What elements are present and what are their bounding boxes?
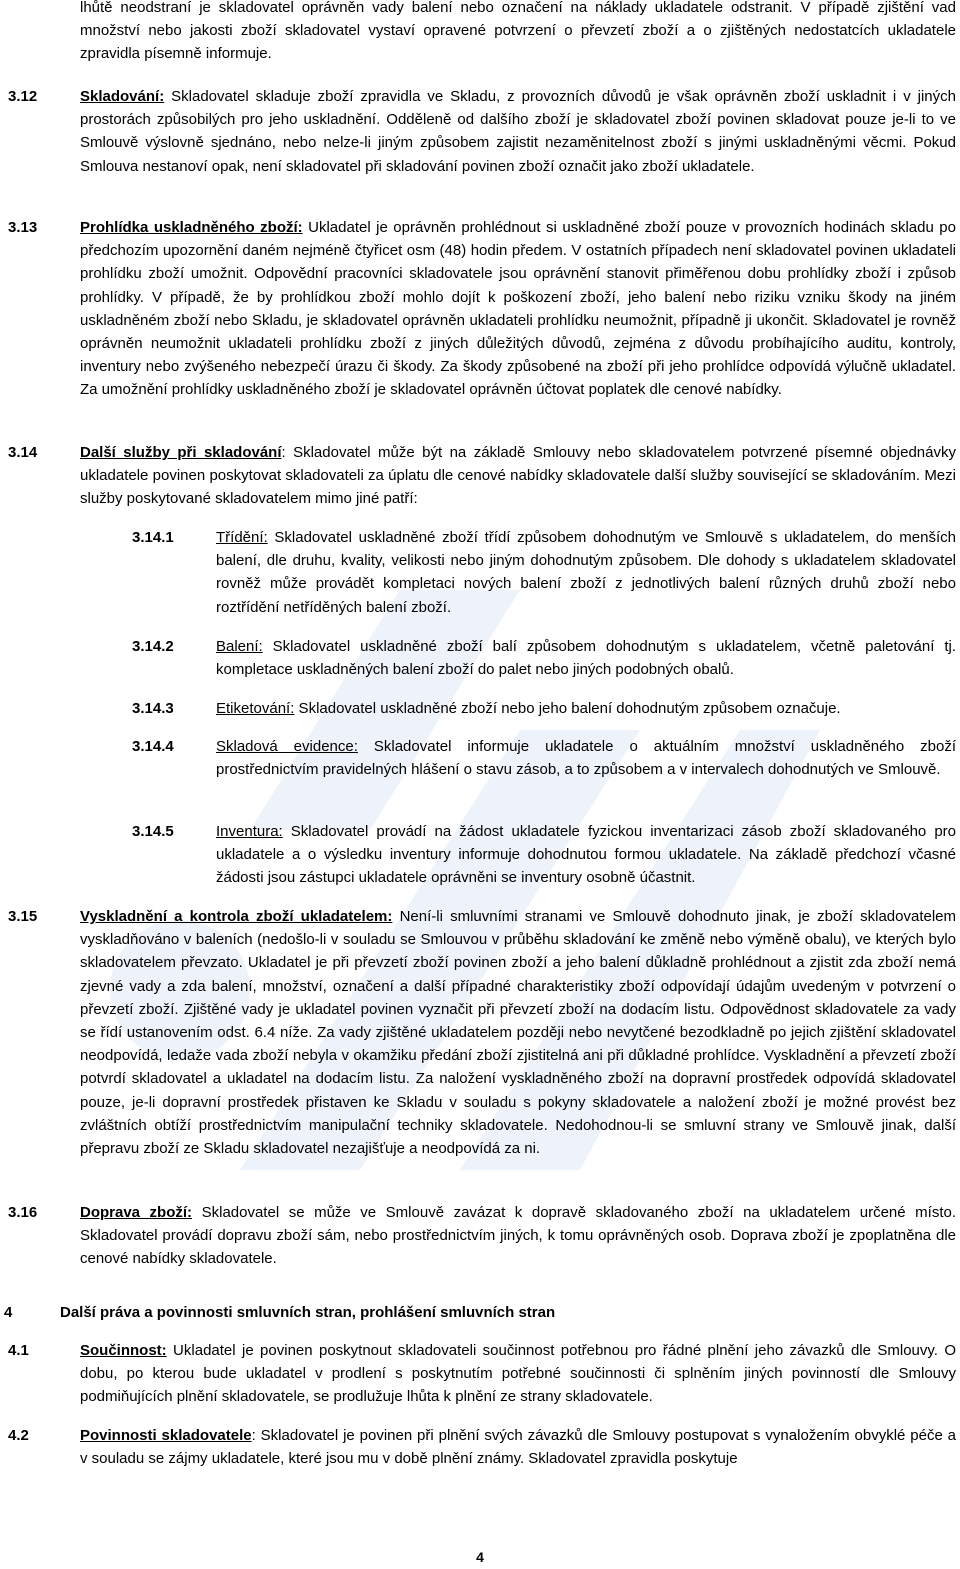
section-number: 3.16	[8, 1204, 38, 1221]
section-4-2	[4, 1424, 956, 1470]
subsection-title: Inventura:	[216, 823, 283, 840]
section-number: 3.12	[8, 88, 38, 105]
subsection-3-14-1	[132, 526, 956, 619]
subsection-title: Balení:	[216, 638, 263, 655]
section-number: 3.15	[8, 908, 38, 925]
section-title: Prohlídka uskladněného zboží:	[80, 219, 303, 236]
subsection-number: 3.14.5	[132, 823, 174, 840]
subsection-number: 3.14.4	[132, 738, 174, 755]
subsection-text: Skladovatel uskladněné zboží balí způsobem dohodnutým s ukladatelem, včetně paletování tj. kompletace uskladněných balení zboží do palet nebo jiných podobných obalů.	[216, 638, 956, 679]
subsection-3-14-2	[132, 635, 956, 681]
section-number: 4.1	[8, 1342, 29, 1359]
section-title: Vyskladnění a kontrola zboží ukladatelem:	[80, 908, 393, 925]
section-title: Doprava zboží:	[80, 1204, 193, 1221]
section-3-13	[4, 216, 956, 402]
subsection-text: Skladovatel informuje ukladatele o aktuálním množství uskladněného zboží prostřednictvím pravidelných hlášení o stavu zásob, a to způsobem a v intervalech dohodnutých ve Smlouvě.	[216, 738, 956, 779]
section-number: 3.13	[8, 219, 38, 236]
intro-paragraph: lhůtě neodstraní je skladovatel oprávněn vady balení nebo označení na náklady ukladatele odstranit. V případě zjištění vad množství nebo jakosti zboží skladovatel vystaví opravené potvrzení o převzetí zboží a o zjištěných nedostatcích ukladatele zpravidla písemně informuje.	[80, 0, 956, 63]
section-title: Součinnost:	[80, 1342, 167, 1359]
subsection-title: Třídění:	[216, 529, 268, 546]
subsection-number: 3.14.2	[132, 638, 174, 655]
section-text: Ukladatel je povinen poskytnout skladovateli součinnost potřebnou pro řádné plnění jeho závazků dle Smlouvy. O dobu, po kterou bude ukladatel v prodlení s poskytnutím potřebné součinnosti či splněním jiných povinností dle Smlouvy podmiňujících plnění skladovatele, se prodlužuje lhůta k plnění ze strany skladovatele.	[80, 1342, 956, 1406]
section-title: Skladování:	[80, 88, 165, 105]
subsection-title: Etiketování:	[216, 700, 295, 717]
section-3-15	[4, 905, 956, 1160]
subsection-text: Skladovatel provádí na žádost ukladatele fyzickou inventarizaci zásob zboží skladovaného pro ukladatele a o výsledku inventury informuje dohodnutou formou ukladatele. Na základě předchozí včasné žádosti jsou zástupci ukladatele oprávněni se inventury osobně účastnit.	[216, 823, 956, 887]
section-text: Skladovatel se může ve Smlouvě zavázat k dopravě skladovaného zboží na ukladatelem určené místo. Skladovatel provádí dopravu zboží sám, nebo prostřednictvím jiných, k tomu oprávněných osob. Doprava zboží je zpoplatněna dle cenové nabídky skladovatele.	[80, 1204, 956, 1268]
section-3-12	[4, 85, 956, 178]
section-3-14	[4, 441, 956, 511]
section-text: : Skladovatel může být na základě Smlouvy nebo skladovatelem potvrzené písemné objednávky ukladatele povinen poskytovat skladovateli za úplatu dle cenové nabídky skladovatele další služby související se skladováním. Mezi služby poskytované skladovatelem mimo jiné patří:	[80, 444, 956, 508]
section-text: Skladovatel skladuje zboží zpravidla ve Skladu, z provozních důvodů je však oprávněn zboží uskladnit i v jiných prostorách způsobilých pro jeho uskladnění. Odděleně od dalšího zboží je skladovatel zboží povinen skladovat pouze je-li to ve Smlouvě výslovně sjednáno, nebo nelze-li jiným způsobem zajistit nezaměnitelnost zboží s jinými uskladněnými věcmi. Pokud Smlouva nestanoví opak, není skladovatel při skladování povinen zboží označit jako zboží ukladatele.	[80, 88, 956, 175]
subsection-3-14-4	[132, 735, 956, 781]
chapter-number: 4	[4, 1304, 13, 1321]
subsection-title: Skladová evidence:	[216, 738, 358, 755]
section-4-1	[4, 1339, 956, 1409]
section-number: 4.2	[8, 1427, 29, 1444]
section-number: 3.14	[8, 444, 38, 461]
section-text: : Skladovatel je povinen při plnění svých závazků dle Smlouvy postupovat s vynaložením obvyklé péče a v souladu se zájmy ukladatele, které jsou mu v době plnění známy. Skladovatel zpravidla poskytuje	[80, 1427, 957, 1468]
section-text: Není-li smluvními stranami ve Smlouvě dohodnuto jinak, je zboží skladovatelem vyskladňováno v baleních (nedošlo-li v souladu se Smlouvou v průběhu skladování ke změně nebo výměně obalu), ve kterých bylo skladovatelem převzato. Ukladatel je při převzetí zboží povinen zboží a jeho balení důkladně prohlédnout a zjistit zda zboží nemá zjevné vady a zda balení, množství, označení a další případné charakteristiky zboží odpovídají údajům uvedeným v potvrzení o převzetí zboží. Zjištěné vady je ukladatel povinen vyznačit při převzetí zboží na dodacím listu. Odpovědnost skladovatele za vady se řídí ustanovením odst. 6.4 níže. Za vady zjištěné ukladatelem později nebo nevytčené bezodkladně po jejich zjištění skladovatel neodpovídá, ledaže vada zboží nebyla v okamžiku předání zboží zjistitelná ani při důkladné prohlídce. Vyskladnění a převzetí zboží potvrdí skladovatel a ukladatel na dodacím listu. Za naložení vyskladněného zboží na dopravní prostředek odpovídá skladovatel pouze, je-li dopravní prostředek přistaven ke Skladu v souladu s pokyny skladovatele a naložení zboží je možné provést bez zvláštních obtíží prostřednictvím manipulační techniky skladovatele. Nedohodnou-li se smluvní strany ve Smlouvě jinak, další přepravu zboží ze Skladu skladovatel nezajišťuje a neodpovídá za ni.	[80, 908, 957, 1158]
page-number: 4	[476, 1549, 484, 1565]
chapter-title: Další práva a povinnosti smluvních stran, prohlášení smluvních stran	[60, 1304, 556, 1321]
section-title: Povinnosti skladovatele	[80, 1427, 252, 1444]
section-text: Ukladatel je oprávněn prohlédnout si uskladněné zboží pouze v provozních hodinách skladu po předchozím upozornění daném nejméně čtyřicet osm (48) hodin předem. V ostatních případech není skladovatel povinen ukladateli prohlídku zboží umožnit. Odpovědní pracovníci skladovatele jsou oprávnění stanovit přiměřenou dobu prohlídky zboží i způsob prohlídky. V případě, že by prohlídkou zboží mohlo dojít k poškození zboží, jeho balení nebo riziku vzniku škody na jiném uskladněném zboží nebo Skladu, je skladovatel oprávněn ukladateli prohlídku neumožnit, případně ji ukončit. Skladovatel je rovněž oprávněn neumožnit ukladateli prohlídku zboží z jiných důležitých důvodů, zejména z důvodu probíhajícího auditu, kontroly, inventury nebo zvýšeného nebezpečí úrazu či škody. Za škody způsobené na zboží při jeho prohlídce odpovídá výlučně ukladatel. Za umožnění prohlídky uskladněného zboží je skladovatel oprávněn účtovat poplatek dle cenové nabídky.	[80, 219, 956, 399]
subsection-number: 3.14.3	[132, 700, 174, 717]
section-3-16	[4, 1201, 956, 1271]
subsection-3-14-3	[132, 697, 956, 720]
subsection-3-14-5	[132, 820, 956, 890]
section-title: Další služby při skladování	[80, 444, 282, 461]
subsection-text: Skladovatel uskladněné zboží třídí způsobem dohodnutým ve Smlouvě s ukladatelem, do menších balení, dle druhu, kvality, velikosti nebo jiným dohodnutým způsobem. Dle dohody s ukladatelem skladovatel rovněž může provádět kompletaci nových balení zboží z jednotlivých balení různých druhů zboží nebo roztřídění netříděných balení zboží.	[216, 529, 956, 616]
subsection-number: 3.14.1	[132, 529, 174, 546]
subsection-text: Skladovatel uskladněné zboží nebo jeho balení dohodnutým způsobem označuje.	[294, 700, 841, 717]
